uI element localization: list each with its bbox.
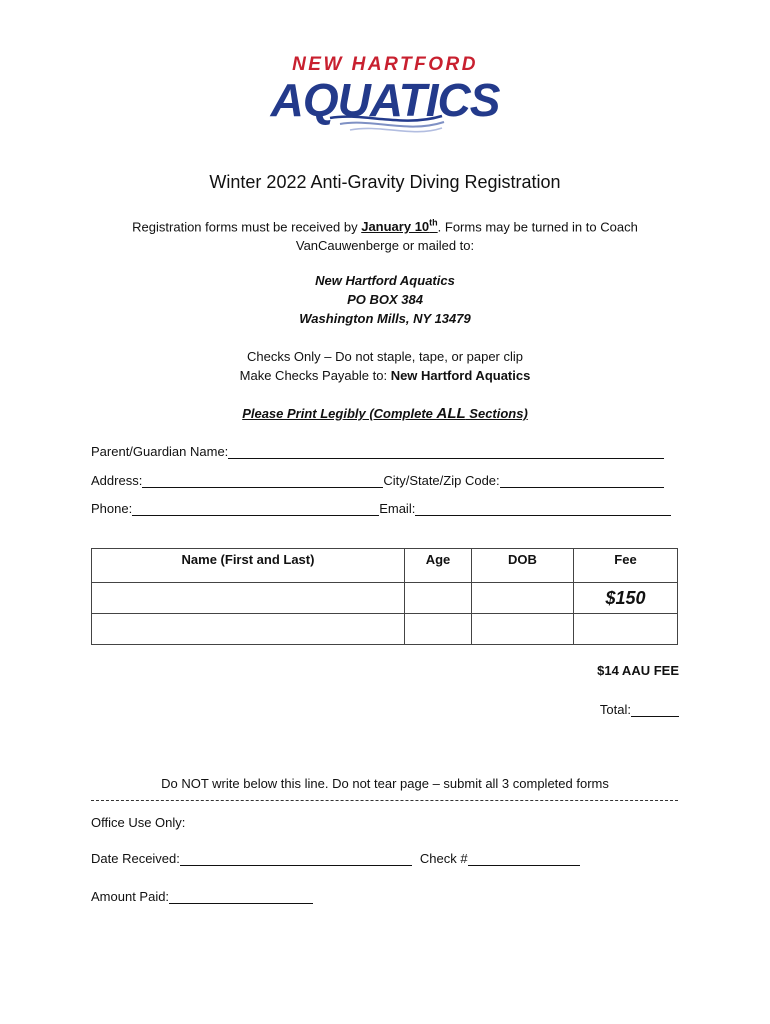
header-name: Name (First and Last)	[92, 549, 405, 583]
fee-cell: $150	[574, 583, 678, 614]
date-check-row	[91, 851, 580, 866]
email-field[interactable]	[415, 501, 671, 516]
address-row	[91, 473, 664, 488]
email-label: Email:	[379, 501, 416, 516]
office-heading: Office Use Only:	[91, 815, 186, 830]
aau-fee: $14 AAU FEE	[597, 663, 679, 678]
check-number-label: Check #	[419, 851, 468, 866]
parent-name-row	[91, 444, 664, 459]
form-title: Winter 2022 Anti-Gravity Diving Registration	[209, 172, 561, 192]
deadline-date: January 10th	[361, 218, 438, 235]
age-cell[interactable]	[405, 583, 472, 614]
logo-main-text: AQUATICS	[270, 74, 500, 126]
payable-to-note: Make Checks Payable to: New Hartford Aquatics	[239, 368, 531, 383]
intro-paragraph	[100, 214, 670, 255]
dob-cell[interactable]	[472, 614, 574, 645]
table-row	[92, 614, 678, 645]
date-received-field[interactable]	[180, 851, 412, 866]
amount-paid-label: Amount Paid:	[91, 889, 170, 904]
address-label: Address:	[91, 473, 143, 488]
amount-paid-field[interactable]	[169, 889, 313, 904]
parent-name-field[interactable]	[228, 444, 664, 459]
city-state-zip-field[interactable]	[500, 473, 664, 488]
address-line-3: Washington Mills, NY 13479	[299, 311, 471, 326]
amount-paid-row	[91, 889, 313, 904]
parent-name-label: Parent/Guardian Name:	[91, 444, 229, 459]
phone-field[interactable]	[132, 501, 379, 516]
total-label: Total:	[599, 702, 631, 717]
age-cell[interactable]	[405, 614, 472, 645]
checks-only-note: Checks Only – Do not staple, tape, or paper clip	[246, 349, 524, 364]
header-dob: DOB	[472, 549, 574, 583]
dob-cell[interactable]	[472, 583, 574, 614]
table-header-row	[92, 549, 678, 583]
print-legibly-note: Please Print Legibly (Complete ALL Sections)	[242, 405, 528, 422]
header-fee: Fee	[574, 549, 678, 583]
table-row	[92, 583, 678, 614]
phone-label: Phone:	[91, 501, 133, 516]
intro-part2: . Forms may be turned in to Coach VanCauwenberge or mailed to:	[295, 219, 638, 254]
new-hartford-aquatics-logo	[270, 50, 500, 138]
mailing-address	[0, 271, 770, 328]
cut-divider	[91, 800, 678, 801]
check-number-field[interactable]	[468, 851, 580, 866]
participant-table	[91, 548, 678, 645]
phone-email-row	[91, 501, 671, 516]
address-field[interactable]	[142, 473, 383, 488]
check-instructions	[0, 347, 770, 385]
city-state-zip-label: City/State/Zip Code:	[383, 473, 500, 488]
address-line-1: New Hartford Aquatics	[315, 273, 455, 288]
logo-top-text: NEW HARTFORD	[292, 54, 478, 75]
do-not-write-note: Do NOT write below this line. Do not tear page – submit all 3 completed forms	[161, 776, 609, 791]
header-age: Age	[405, 549, 472, 583]
fee-cell-empty[interactable]	[574, 614, 678, 645]
total-row	[600, 702, 679, 717]
name-cell[interactable]	[92, 614, 405, 645]
name-cell[interactable]	[92, 583, 405, 614]
address-line-2: PO BOX 384	[347, 292, 423, 307]
intro-part1: Registration forms must be received by	[132, 219, 362, 235]
date-received-label: Date Received:	[91, 851, 180, 866]
total-field[interactable]	[631, 702, 679, 717]
